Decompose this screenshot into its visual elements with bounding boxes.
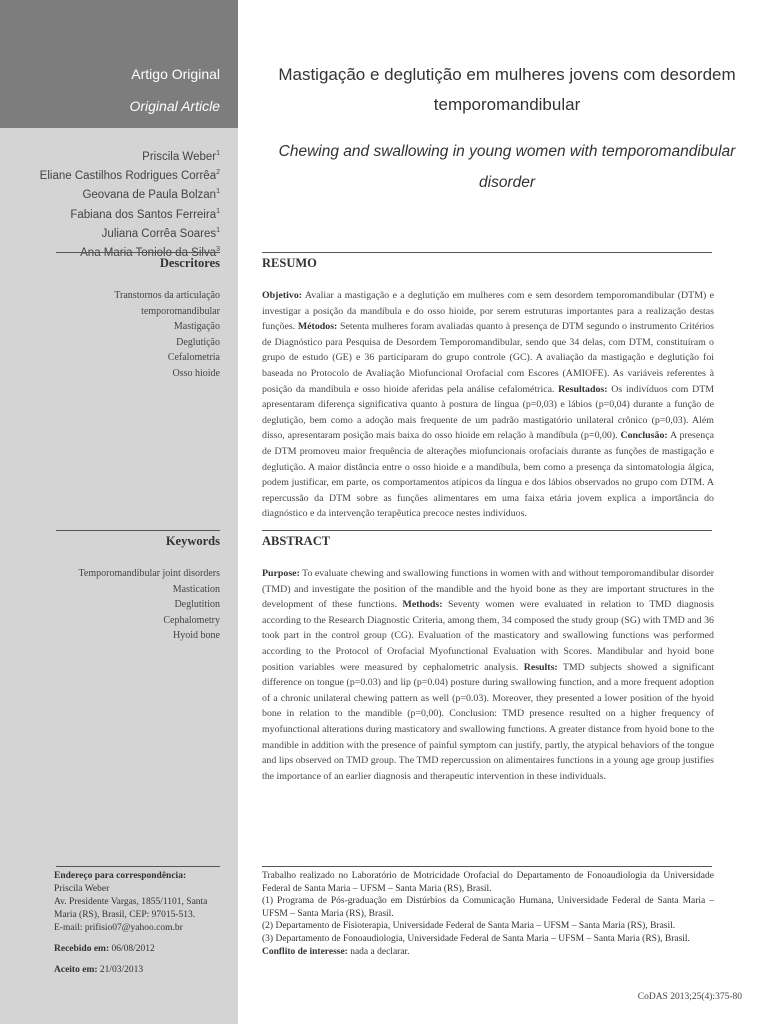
keywords-heading: Keywords — [165, 534, 220, 548]
list-item: Transtornos da articulação — [114, 290, 220, 301]
list-item: temporomandibular — [141, 305, 220, 317]
list-item: Mastigação — [173, 321, 220, 333]
correspondence-line: Priscila Weber — [54, 884, 110, 894]
list-item: Deglutition — [174, 599, 220, 611]
divider — [262, 530, 712, 531]
divider — [262, 866, 712, 867]
descritores-heading: Descritores — [159, 256, 220, 270]
author-list — [40, 146, 220, 261]
received-date: Recebido em: 06/08/2012 — [54, 944, 155, 954]
footnote-conflict: Conflito de interesse: nada a declarar. — [262, 946, 410, 957]
divider — [56, 530, 220, 531]
author: Eliane Castilhos Rodrigues Corrêa$^2$ — [39, 169, 220, 183]
list-item: Osso hioide — [172, 367, 220, 379]
keywords-list — [79, 566, 221, 644]
article-type-banner — [0, 0, 238, 128]
abstract-heading: ABSTRACT — [262, 534, 331, 548]
divider — [262, 252, 712, 253]
list-item: Temporomandibular joint disorders — [78, 568, 220, 579]
footnote-aff2: (2) Departamento de Fisioterapia, Universidade Federal de Santa Maria – UFSM – Santa Maria (RS), Brasil. — [262, 921, 676, 932]
list-item: Hyoid bone — [173, 630, 220, 642]
correspondence-label: Endereço para correspondência: — [54, 871, 187, 881]
descritores-list — [114, 288, 220, 382]
list-item: Mastication — [172, 583, 220, 595]
article-type-en: Original Article — [129, 98, 220, 114]
divider — [56, 866, 220, 867]
list-item: Cephalometry — [163, 614, 220, 626]
article-title-en: Chewing and swallowing in young women with temporomandibular disorder — [278, 143, 736, 191]
journal-citation: CoDAS 2013;25(4):375-80 — [637, 992, 742, 1002]
author: Fabiana dos Santos Ferreira$^1$ — [70, 207, 220, 221]
list-item: Deglutição — [176, 336, 220, 348]
author: Ana Maria Toniolo da Silva$^3$ — [80, 246, 220, 259]
divider — [56, 252, 220, 253]
abstract-text: Purpose: To evaluate chewing and swallowing functions in women with and without temporomandibular disorder (TMD) and investigate the position of the mandible and the hyoid bone as they are important structures in the development of these functions. Methods: Seventy women were evaluated in relation to TMD diagnosis according to the Research Diagnostic Criteria, among them, 34 composed the study group (SG) with TMD and 36 took part in the control group (CG). Evaluation of the masticatory and swallowing functions was performed according to the Protocol of Orofacial Myofunctional Evaluation with Scores. Mandibular and hyoid bone position variables were measured by cephalometric analysis. Results: TMD subjects showed a significant difference on tongue (p=0.03) and lip (p=0.04) posture during swallowing function, and a more frequent adoption of a chronic unilateral chewing pattern as well (p=0.03). Moreover, they presented a lower position of the hyoid bone in relation to the mandible (p=0,00). Conclusion: TMD presence resulted on a higher frequency of myofunctional alterations during masticatory and swallowing functions. A greater distance from hyoid bone to the mandible in addition with the presence of painful symptom can justify, partly, the atypical behaviors of the tongue and lips observed on TMD group. The TMD repercussion on alimentaires functions in a young age group justifies the importance of an earlier diagnosis and therapeutic intervention in these individuals. — [262, 568, 715, 782]
correspondence-line: Av. Presidente Vargas, 1855/1101, Santa Maria (RS), Brasil, CEP: 97015-513. — [54, 897, 208, 920]
footnote-work: Trabalho realizado no Laboratório de Motricidade Orofacial do Departamento de Fonoaudiologia da Universidade Federal de Santa Maria – UFSM – Santa Maria (RS), Brasil. — [262, 871, 714, 894]
footnote-aff3: (3) Departamento de Fonoaudiologia, Universidade Federal de Santa Maria – UFSM – Santa Maria (RS), Brasil. — [262, 933, 690, 944]
author: Priscila Weber$^1$ — [142, 150, 220, 163]
accepted-date: Aceito em: 21/03/2013 — [54, 965, 144, 975]
article-title-pt: Mastigação e deglutição em mulheres jovens com desordem temporomandibular — [278, 65, 736, 114]
article-type-pt: Artigo Original — [131, 66, 220, 82]
author: Geovana de Paula Bolzan$^1$ — [82, 188, 220, 202]
correspondence-block — [54, 870, 226, 977]
footnote-aff1: (1) Programa de Pós-graduação em Distúrbios da Comunicação Humana, Universidade Federal de Santa Maria – UFSM – Santa Maria (RS), Brasil. — [262, 896, 714, 919]
footnotes — [262, 870, 714, 958]
list-item: Cefalometria — [167, 352, 220, 364]
sidebar — [0, 0, 238, 1024]
resumo-text: Objetivo: Avaliar a mastigação e a deglutição em mulheres com e sem desordem temporomandibular (DTM) e investigar a posição da mandíbula e do osso hioide, por serem estruturas importantes para a realização destas funções. Métodos: Setenta mulheres foram avaliadas quanto à presença de DTM segundo o instrumento Critérios de Diagnóstico para Pesquisa de Desordem Temporomandibular, sendo que 34 delas, com DTM, constituíram o grupo de estudo (GE) e 36 participaram do grupo controle (GC). A avaliação da mastigação e deglutição foi baseada no Protocolo de Avaliação Miofuncional Orofacial com Escores (AMIOFE). As variáveis referentes à posição da mandíbula e osso hioide aferidas pela análise cefalométrica. Resultados: Os indivíduos com DTM apresentaram diferença significativa quanto à postura de língua (p=0,03) e lábios (p=0,04) durante a função de deglutição, bem como a adoção mais frequente de um padrão mastigatório unilateral crônico (p=0,03). Além disso, apresentaram posição mais baixa do osso hioide em relação à mandíbula (p=0,00). Conclusão: A presença de DTM promoveu maior frequência de alterações miofuncionais orofaciais durante as funções de mastigação e deglutição. A maior distância entre o osso hioide e a mandíbula, bem como a presença da sintomatologia álgica, podem justificar, em parte, os comportamentos atípicos da língua e dos lábios observados no grupo com DTM. A repercussão da DTM sobre as funções alimentares em uma faixa etária jovem explica a importância do diagnóstico e da intervenção terapêutica precoce nestes indivíduos. — [262, 290, 715, 520]
correspondence-email: E-mail: prifisio07@yahoo.com.br — [54, 923, 183, 933]
resumo-heading: RESUMO — [262, 256, 317, 270]
author: Juliana Corrêa Soares$^1$ — [101, 226, 220, 240]
